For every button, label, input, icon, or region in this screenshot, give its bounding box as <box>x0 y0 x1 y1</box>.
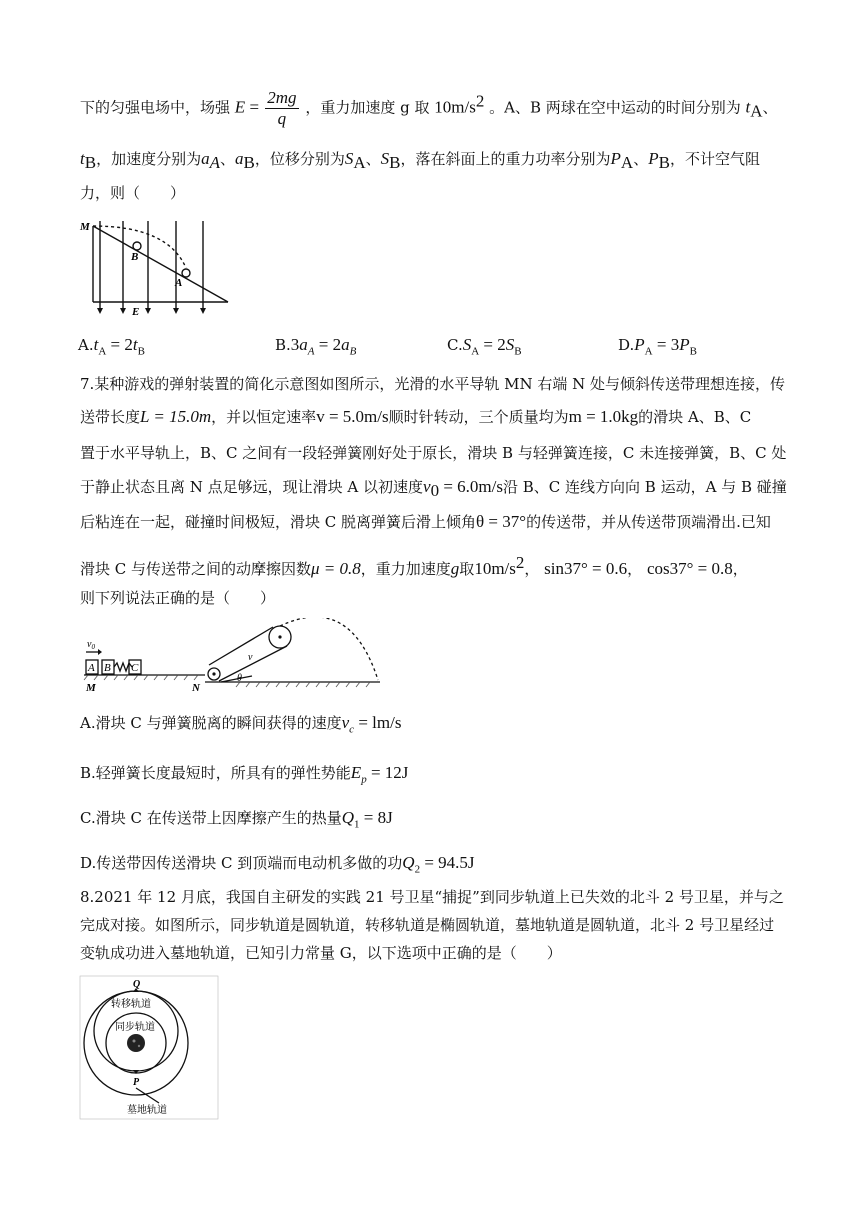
sin-value: sin37° = 0.6 <box>544 559 628 578</box>
q6-incline-figure <box>78 216 238 326</box>
q6-text: 下的匀强电场中，场强 <box>80 98 231 117</box>
label-N: N <box>192 682 200 694</box>
label-E: E <box>132 306 140 318</box>
q7-line-7: 则下列说法正确的是（ ） <box>80 589 276 607</box>
option-text: C.滑块 C 在传送带上因摩擦产生的热量 <box>80 809 342 827</box>
label-B: B <box>131 251 139 263</box>
q6-option-c[interactable]: $C.S_A = 2S_B$ <box>447 335 522 358</box>
q6-text: ，落在斜面上的重力功率分别为 <box>400 150 611 168</box>
label-v0 <box>87 639 95 651</box>
field-fraction <box>265 88 298 129</box>
subscript: A <box>209 153 220 172</box>
q7-line-5 <box>80 511 771 533</box>
q7-launcher-figure <box>80 618 390 698</box>
q8-line-1: 8.2021 年 12 月底，我国自主研发的实践 21 号卫星“捕捉”到同步轨道上已失效的北斗 2 号卫星，并与之 <box>80 888 784 906</box>
label-theta: θ <box>237 673 242 684</box>
q7-text: 于静止状态且离 N 点足够远，现让滑块 A 以初速度 <box>80 478 424 496</box>
q6-line-2 <box>80 148 760 174</box>
label-Q: Q <box>133 979 141 990</box>
g-symbol: g <box>450 559 460 578</box>
tA-symbol: t <box>745 97 751 117</box>
q6-line-1: 下的匀强电场中，场强 E = $\frac{2mg}{q}$ ，重力加速度 g 取 $10m/s^2$ 。A、B 两球在空中运动的时间分别为 $t_A$、 <box>80 88 778 128</box>
option-letter: B. <box>275 336 291 354</box>
e-symbol: E <box>234 97 246 117</box>
label-grave-orbit: 墓地轨道 <box>127 1105 167 1116</box>
belt-speed: v = 5.0m/s <box>316 407 389 426</box>
q7-text: ，并以恒定速率 <box>211 408 317 426</box>
q7-option-a[interactable]: A.滑块 C 与弹簧脱离的瞬间获得的速度$v_c = lm/s$ <box>80 713 402 736</box>
subscript: B <box>389 153 401 172</box>
aA-symbol: a <box>201 149 210 168</box>
option-text: A.滑块 C 与弹簧脱离的瞬间获得的速度 <box>80 714 342 732</box>
SB-symbol: S <box>380 149 390 168</box>
fraction-denominator: q <box>277 109 287 128</box>
option-text: B.轻弹簧长度最短时，所具有的弹性势能 <box>80 764 351 782</box>
q7-text: ， <box>732 560 748 578</box>
gravity-value: 10m/s <box>434 97 476 117</box>
subscript: A <box>353 153 366 172</box>
option-text: D.传送带因传送滑块 C 到顶端而电动机多做的功 <box>80 854 403 872</box>
q8-line-3: 变轨成功进入墓地轨道，已知引力常量 G，以下选项中正确的是（ ） <box>80 944 562 962</box>
theta-value: θ = 37° <box>476 512 527 531</box>
q8-orbit-figure <box>79 975 219 1120</box>
q7-text: 后粘连在一起，碰撞时间极短，滑块 C 脱离弹簧后滑上倾角 <box>80 513 477 531</box>
PA-symbol: P <box>610 149 621 168</box>
q7-option-b[interactable]: B.轻弹簧长度最短时，所具有的弹性势能$E_p = 12J$ <box>80 763 409 786</box>
q6-text: ，重力加速度 g 取 <box>305 98 430 117</box>
q6-option-a[interactable]: $A.t_A = 2t_B$ <box>78 335 145 358</box>
q6-text: 、 <box>365 150 381 168</box>
q7-text: 顺时针转动，三个质量均为 <box>388 408 569 426</box>
tB-symbol: t <box>80 149 85 168</box>
q7-option-c[interactable]: C.滑块 C 在传送带上因摩擦产生的热量$Q_1 = 8J$ <box>80 808 393 831</box>
label-sync-orbit: 同步轨道 <box>115 1022 155 1033</box>
cos-value: cos37° = 0.8 <box>646 559 733 578</box>
option-letter: A. <box>78 336 94 354</box>
q7-text: ， <box>627 560 643 578</box>
q7-text: 沿 B、C 连线方向向 B 运动，A 与 B 碰撞 <box>503 478 787 496</box>
label-P: P <box>133 1077 140 1088</box>
block-mass: m = 1.0kg <box>568 407 639 426</box>
label-A: A <box>88 662 95 674</box>
v0-symbol: v <box>423 477 431 496</box>
q6-line-3: 力，则（ ） <box>80 184 186 202</box>
q7-line-1: 7.某种游戏的弹射装置的简化示意图如图所示，光滑的水平导轨 MN 右端 N 处与倾斜传送带理想连接，传 <box>80 375 785 393</box>
belt-length: L = 15.0m <box>140 407 212 426</box>
q7-text: 滑块 C 与传送带之间的动摩擦因数 <box>80 560 312 578</box>
q6-text: 。A、B 两球在空中运动的时间分别为 <box>489 98 741 117</box>
q6-text: ，不计空气阻 <box>669 150 760 168</box>
label-A: A <box>175 277 183 289</box>
q7-text: 送带长度 <box>80 408 141 426</box>
q7-text: 的传送带，并从传送带顶端滑出.已知 <box>526 513 771 531</box>
q6-text: 、 <box>633 150 649 168</box>
q7-text: ， <box>524 560 540 578</box>
q7-line-3: 置于水平导轨上，B、C 之间有一段轻弹簧刚好处于原长，滑块 B 与轻弹簧连接，C 未连接弹簧，B、C 处 <box>80 444 787 462</box>
label-v: v <box>248 652 253 663</box>
q8-line-2: 完成对接。如图所示，同步轨道是圆轨道，转移轨道是椭圆轨道，墓地轨道是圆轨道，北斗 2 号卫星经过 <box>80 916 775 934</box>
q6-option-d[interactable]: $D.P_A = 3P_B$ <box>618 335 697 358</box>
aB-symbol: a <box>235 149 244 168</box>
label-C: C <box>131 662 139 674</box>
subscript: A <box>750 101 763 121</box>
g-value: 10m/s <box>474 559 516 578</box>
q6-text: 、 <box>762 98 778 117</box>
label-M: M <box>86 682 96 694</box>
fraction-numerator: 2mg <box>267 88 297 107</box>
option-letter: C. <box>447 336 463 354</box>
q6-option-b[interactable]: $B.3a_A = 2a_B$ <box>275 335 357 358</box>
PB-symbol: P <box>648 149 659 168</box>
q6-text: ，位移分别为 <box>254 150 345 168</box>
option-letter: D. <box>618 336 635 354</box>
subscript: A <box>620 153 634 172</box>
subscript: B <box>658 153 670 172</box>
v0-value: = 6.0m/s <box>439 477 503 496</box>
label-M: M <box>80 221 90 233</box>
subscript: B <box>84 153 97 172</box>
label-B: B <box>104 662 111 674</box>
q7-line-2 <box>80 406 751 428</box>
subscript: 0 <box>430 481 440 500</box>
q7-text: 取 <box>459 560 475 578</box>
mu-value: μ = 0.8 <box>311 559 361 578</box>
v0-label: v <box>87 639 92 650</box>
q7-option-d[interactable]: D.传送带因传送滑块 C 到顶端而电动机多做的功$Q_2 = 94.5J$ <box>80 853 475 876</box>
subscript: B <box>243 153 255 172</box>
q6-text: 、 <box>219 150 235 168</box>
q7-text: ，重力加速度 <box>360 560 451 578</box>
label-transfer-orbit: 转移轨道 <box>111 999 151 1010</box>
v0-label-sub: 0 <box>91 643 95 651</box>
q7-line-4 <box>80 476 787 502</box>
q6-text: ，加速度分别为 <box>96 150 202 168</box>
q7-text: 的滑块 A、B、C <box>638 408 752 426</box>
SA-symbol: S <box>344 149 354 168</box>
q7-line-6: 滑块 C 与传送带之间的动摩擦因数μ = 0.8，重力加速度g取$10m/s^2$， sin37° = 0.6， cos37° = 0.8， <box>80 553 748 578</box>
